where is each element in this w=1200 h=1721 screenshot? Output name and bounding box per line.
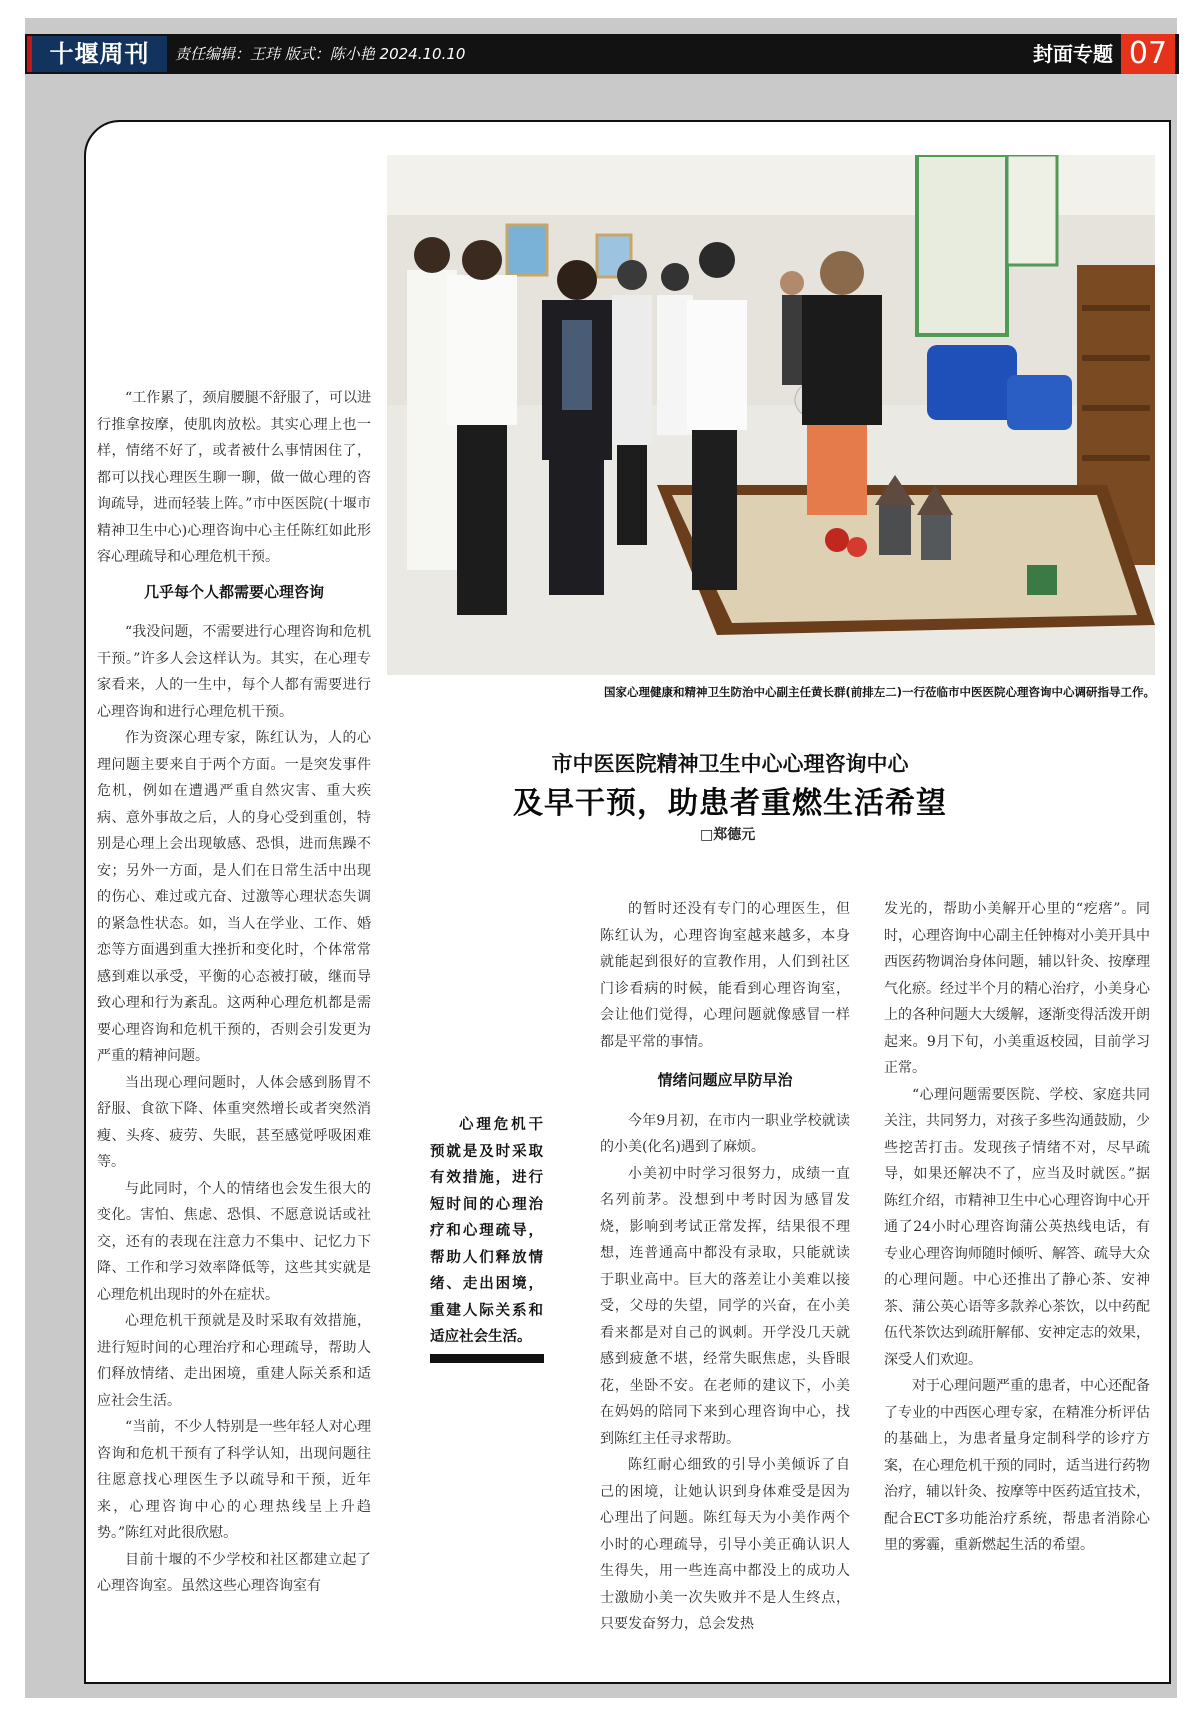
subhead-2: 情绪问题应早防早治 bbox=[657, 1071, 793, 1089]
continued-paragraph: 的暂时还没有专门的心理医生，但陈红认为，心理咨询室越来越多，本身就能起到很好的宣教作用，人们到社区门诊看病的时候，能看到心理咨询室，会让他们觉得，心理问题就像感冒一样都是平常的事情。 bbox=[600, 901, 850, 1050]
article-headline: 及早干预，助患者重燃生活希望 bbox=[513, 786, 947, 821]
pull-quote: 心理危机干预就是及时采取有效措施，进行短时间的心理治疗和心理疏导，帮助人们释放情绪、走出困境，重建人际关系和适应社会生活。 bbox=[430, 1116, 543, 1345]
body-paragraph: 目前十堰的不少学校和社区都建立起了心理咨询室。虽然这些心理咨询室有 bbox=[97, 1551, 371, 1594]
pull-quote-rule bbox=[430, 1354, 544, 1363]
article-column-4 bbox=[884, 896, 1150, 1596]
photo-caption: 国家心理健康和精神卫生防治中心副主任黄长群(前排左二)一行莅临市中医医院心理咨询中心调研指导工作。 bbox=[603, 685, 1155, 699]
article-column-1 bbox=[97, 385, 371, 1660]
body-paragraph: 作为资深心理专家，陈红认为，人的心理问题主要来自于两个方面。一是突发事件危机，例如在遭遇严重自然灾害、重大疾病、意外事故之后，人的身心受到重创，特别是心理上会出现敏感、恐惧，进而焦躁不安；另外一方面，是人们在日常生活中出现的伤心、难过或亢奋、过激等心理状态失调的紧急性状态。如，当人在学业、工作、婚恋等方面遇到重大挫折和变化时，个体常常感到难以承受，平衡的心态被打破，继而导致心理和行为紊乱。这两种心理危机都是需要心理咨询和危机干预的，否则会引发更为严重的精神问题。 bbox=[97, 730, 371, 1064]
masthead-logo: 十堰周刊 bbox=[27, 36, 167, 72]
body-paragraph: 心理危机干预就是及时采取有效措施，进行短时间的心理治疗和心理疏导，帮助人们释放情绪、走出困境，重建人际关系和适应社会生活。 bbox=[97, 1313, 371, 1409]
subhead-1: 几乎每个人都需要心理咨询 bbox=[143, 582, 324, 601]
body-paragraph: 小美初中时学习很努力，成绩一直名列前茅。没想到中考时因为感冒发烧，影响到考试正常发挥，结果很不理想，连普通高中都没有录取，只能就读于职业高中。巨大的落差让小美难以接受，父母的失望，同学的兴奋，在小美看来都是对自己的讽刺。开学没几天就感到疲惫不堪，经常失眠焦虑，头昏眼花，坐卧不安。在老师的建议下，小美在妈妈的陪同下来到心理咨询中心，找到陈红主任寻求帮助。 bbox=[600, 1165, 850, 1447]
article-photo bbox=[387, 155, 1155, 675]
continued-paragraph: 发光的，帮助小美解开心里的“疙瘩”。同时，心理咨询中心副主任钟梅对小美开具中西医药物调治身体问题，辅以针灸、按摩理气化瘀。经过半个月的精心治疗，小美身心上的各种问题大大缓解，逐渐变得活泼开朗起来。9月下旬，小美重返校园，目前学习正常。 bbox=[884, 901, 1150, 1076]
body-paragraph: 今年9月初，在市内一职业学校就读的小美(化名)遇到了麻烦。 bbox=[600, 1112, 850, 1155]
body-paragraph: 对于心理问题严重的患者，中心还配备了专业的中西医心理专家，在精准分析评估的基础上，为患者量身定制科学的诊疗方案，在心理危机干预的同时，适当进行药物治疗，辅以针灸、按摩等中医药适宜技术，配合ECT多功能治疗系统，帮患者消除心里的雾霾，重新燃起生活的希望。 bbox=[884, 1378, 1150, 1553]
section-title: 封面专题 bbox=[1033, 42, 1113, 66]
page-header bbox=[25, 34, 1179, 74]
article-byline: □郑德元 bbox=[700, 827, 756, 843]
intro-paragraph: “工作累了，颈肩腰腿不舒服了，可以进行推拿按摩，使肌肉放松。其实心理上也一样，情绪不好了，或者被什么事情困住了，都可以找心理医生聊一聊，做一做心理的咨询疏导，进而轻装上阵。”市中医医院(十堰市精神卫生中心)心理咨询中心主任陈红如此形容心理疏导和心理危机干预。 bbox=[97, 390, 371, 565]
body-paragraph: 与此同时，个人的情绪也会发生很大的变化。害怕、焦虑、恐惧、不愿意说话或社交，还有的表现在注意力不集中、记忆力下降、工作和学习效率降低等，这些其实就是心理危机出现时的外在症状。 bbox=[97, 1180, 371, 1303]
article-column-3 bbox=[600, 896, 850, 1656]
page-number: 07 bbox=[1121, 34, 1175, 74]
body-paragraph: “我没问题，不需要进行心理咨询和危机干预。”许多人会这样认为。其实，在心理专家看来，人的一生中，每个人都有需要进行心理咨询和进行心理危机干预。 bbox=[97, 624, 371, 720]
body-paragraph: “当前，不少人特别是一些年轻人对心理咨询和危机干预有了科学认知，出现问题往往愿意找心理医生予以疏导和干预，近年来，心理咨询中心的心理热线呈上升趋势。”陈红对此很欣慰。 bbox=[97, 1419, 371, 1541]
photo-illustration bbox=[387, 155, 1155, 675]
body-paragraph: “心理问题需要医院、学校、家庭共同关注，共同努力，对孩子多些沟通鼓励，少些挖苦打击。发现孩子情绪不对，尽早疏导，如果还解决不了，应当及时就医。”据陈红介绍，市精神卫生中心心理咨询中心开通了24小时心理咨询蒲公英热线电话，有专业心理咨询师随时倾听、解答、疏导大众的心理问题。中心还推出了静心茶、安神茶、蒲公英心语等多款养心茶饮，以中药配伍代茶饮达到疏肝解郁、安神定志的效果，深受人们欢迎。 bbox=[884, 1086, 1150, 1368]
body-paragraph: 当出现心理问题时，人体会感到肠胃不舒服、食欲下降、体重突然增长或者突然消瘦、头疼、疲劳、失眠，甚至感觉呼吸困难等。 bbox=[97, 1074, 371, 1170]
body-paragraph: 陈红耐心细致的引导小美倾诉了自己的困境，让她认识到身体难受是因为心理出了问题。陈红每天为小美作两个小时的心理疏导，引导小美正确认识人生得失，用一些连高中都没上的成功人士激励小美一次失败并不是人生终点，只要发奋努力，总会发热 bbox=[600, 1457, 850, 1632]
editor-credits: 责任编辑：王玮 版式：陈小艳 2024.10.10 bbox=[175, 45, 466, 63]
article-kicker: 市中医医院精神卫生中心心理咨询中心 bbox=[551, 752, 909, 776]
